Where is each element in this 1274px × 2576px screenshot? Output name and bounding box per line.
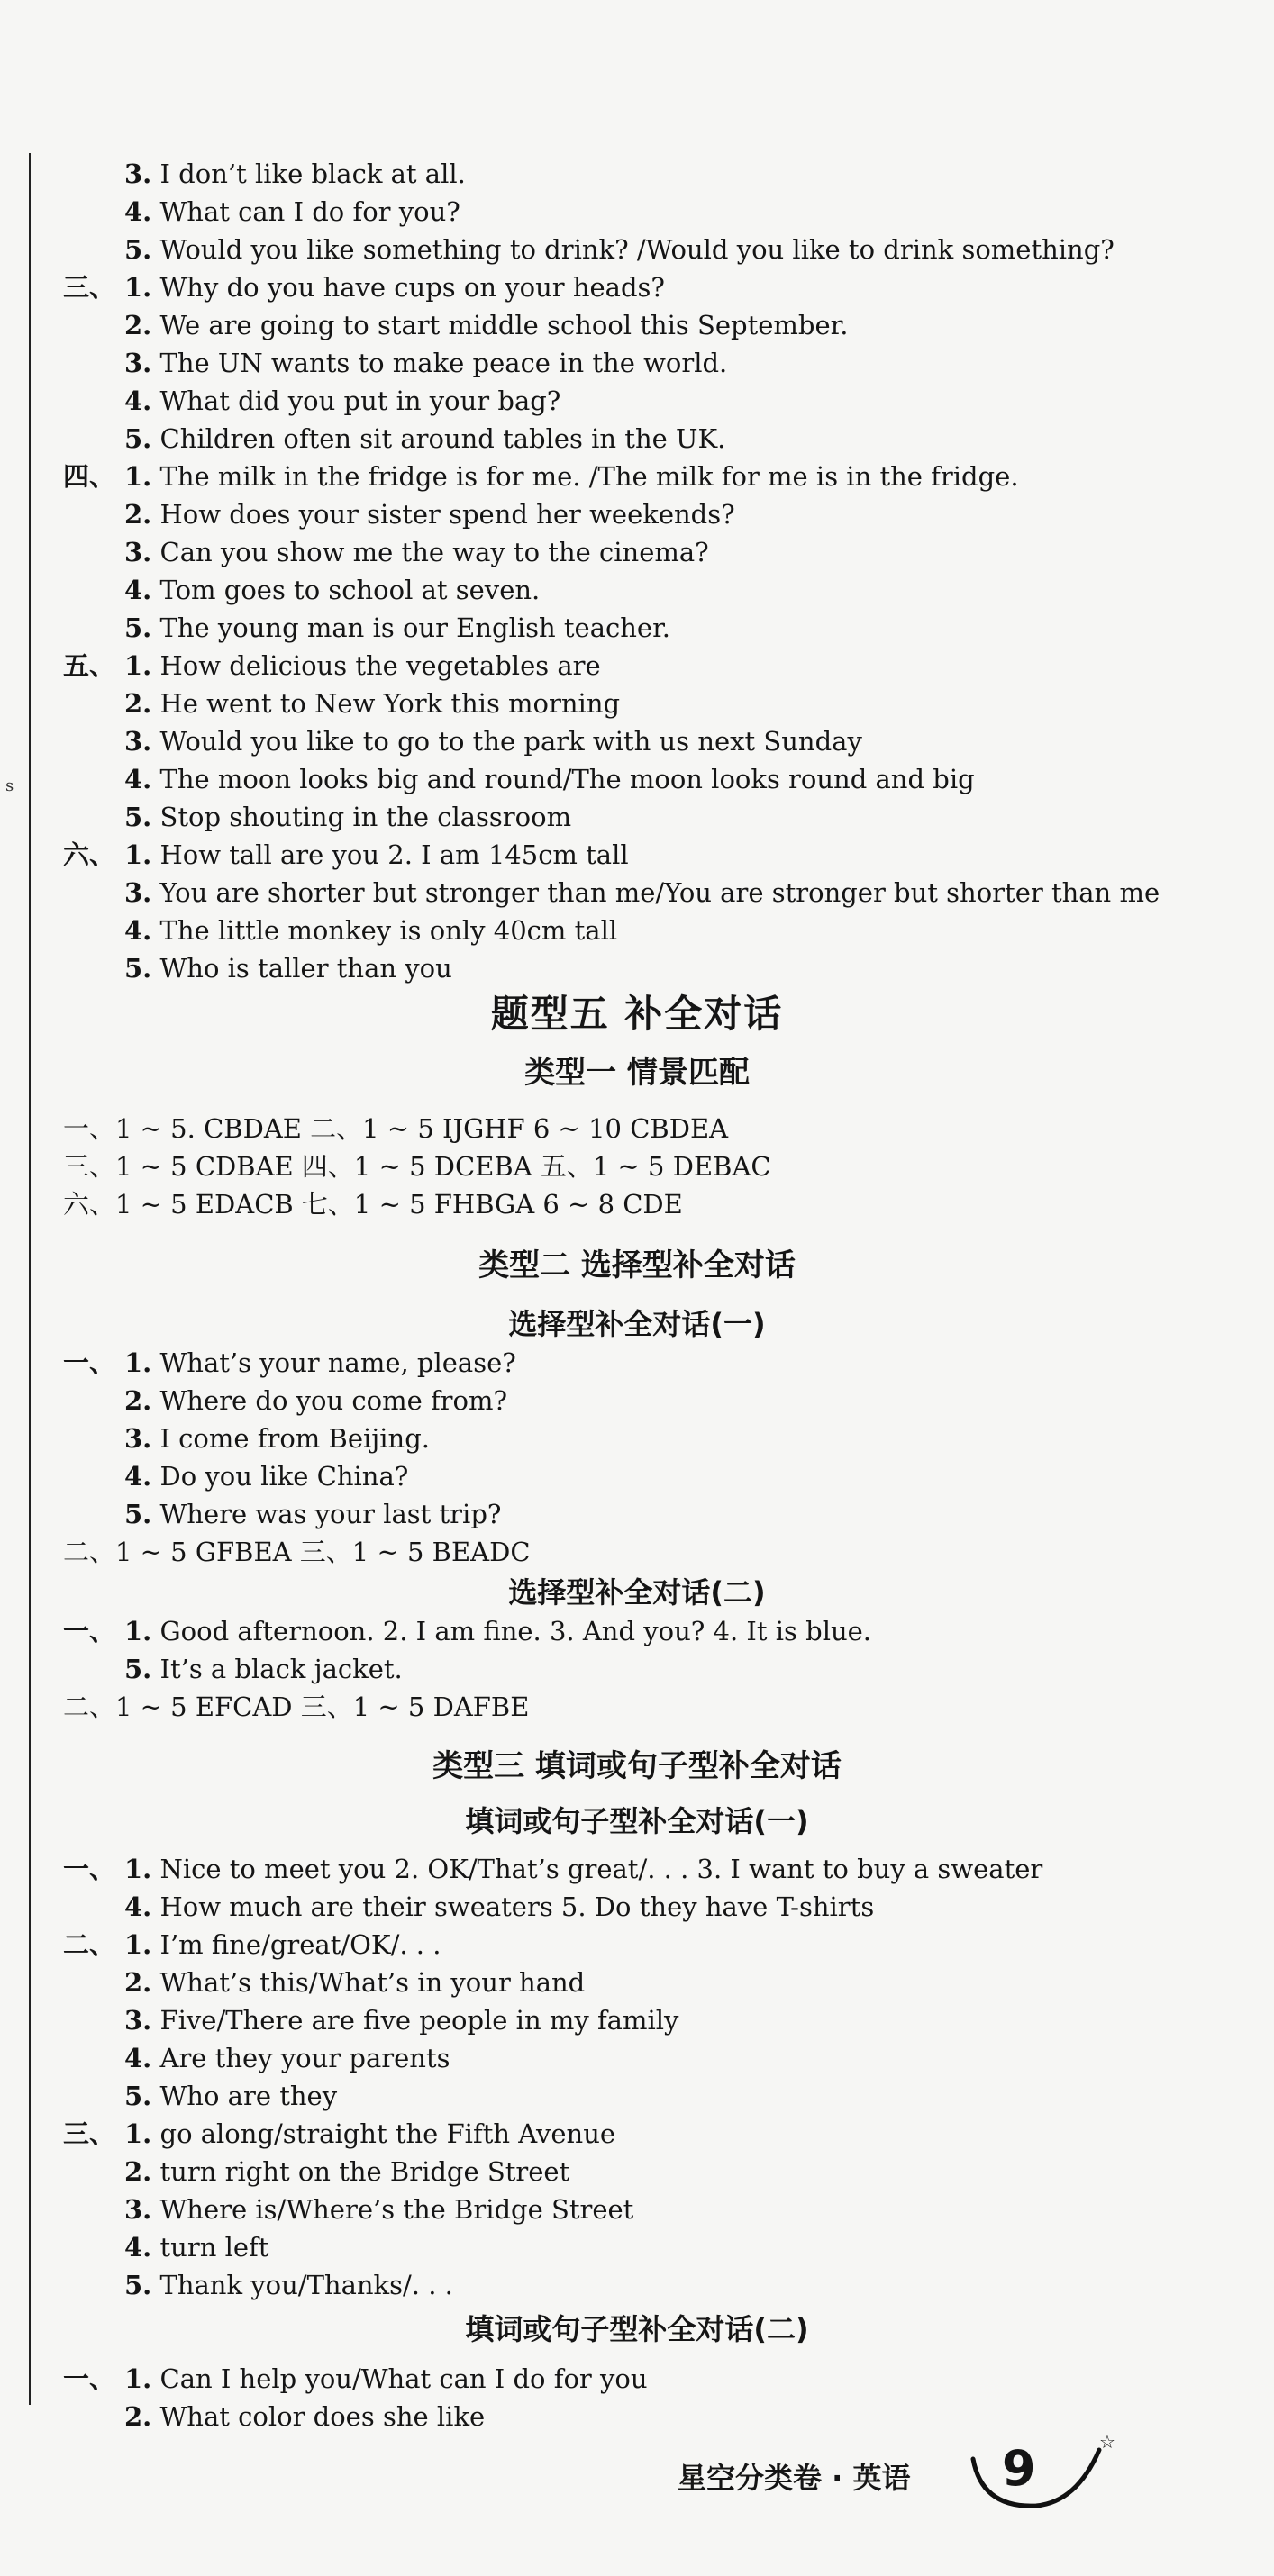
- sub-heading: 选择型补全对话(二): [508, 1575, 766, 1610]
- margin-mark: s: [5, 776, 14, 795]
- item-number: 3.: [124, 726, 152, 757]
- item-number: 4.: [124, 2232, 152, 2263]
- answer-text: Can I help you/What can I do for you: [159, 2363, 648, 2394]
- answer-text: Children often sit around tables in the UK.: [159, 423, 726, 454]
- item-number: 2.: [124, 310, 152, 340]
- item-number: 2.: [124, 2401, 152, 2432]
- answer-text: 六、1 ~ 5 EDACB 七、1 ~ 5 FHBGA 6 ~ 8 CDE: [63, 1189, 683, 1220]
- section-marker: 六、: [63, 839, 116, 870]
- answer-text: It’s a black jacket.: [159, 1654, 403, 1684]
- svg-text:☆: ☆: [1099, 2431, 1115, 2453]
- answer-line: [124, 1457, 408, 1495]
- answer-text: Thank you/Thanks/. . .: [159, 2270, 453, 2300]
- answer-line: [63, 1110, 728, 1147]
- item-number: 5.: [124, 953, 152, 984]
- answer-text: He went to New York this morning: [159, 688, 621, 719]
- answer-line: [63, 1147, 771, 1185]
- item-number: 4.: [124, 1891, 152, 1922]
- item-number: 1.: [124, 650, 152, 681]
- answer-line: [124, 1964, 585, 2001]
- answer-line: [124, 495, 735, 533]
- section-marker: 四、: [63, 461, 116, 492]
- answer-text: 一、1 ~ 5. CBDAE 二、1 ~ 5 IJGHF 6 ~ 10 CBDEA: [63, 1113, 729, 1144]
- item-number: 1.: [124, 1347, 152, 1378]
- answer-line: [124, 912, 617, 949]
- answer-line: [63, 458, 1019, 495]
- item-number: 1.: [124, 1616, 152, 1646]
- item-number: 1.: [124, 1854, 152, 1884]
- answer-line: [124, 306, 849, 344]
- answer-line: [124, 1420, 430, 1457]
- item-number: 1.: [124, 1929, 152, 1960]
- answer-text: What can I do for you?: [159, 196, 460, 227]
- answer-line: [124, 2228, 268, 2266]
- answer-text: You are shorter but stronger than me/You are stronger but shorter than me: [159, 877, 1160, 908]
- answer-text: Where do you come from?: [159, 1385, 508, 1416]
- answer-text: 二、1 ~ 5 GFBEA 三、1 ~ 5 BEADC: [63, 1537, 531, 1567]
- sub-heading: 填词或句子型补全对话(二): [465, 2312, 809, 2346]
- item-number: 4.: [124, 575, 152, 605]
- answer-text: The milk in the fridge is for me. /The milk for me is in the fridge.: [159, 461, 1019, 492]
- answer-line: [124, 1495, 501, 1533]
- answer-line: [124, 2153, 569, 2191]
- answer-text: Would you like something to drink? /Would you like to drink something?: [159, 234, 1115, 265]
- answer-line: [124, 2039, 450, 2077]
- answer-line: [124, 874, 1160, 912]
- item-number: 2.: [124, 2156, 152, 2187]
- answer-line: [124, 420, 725, 458]
- answer-line: [124, 231, 1115, 268]
- answer-text: We are going to start middle school this September.: [159, 310, 849, 340]
- answer-text: turn left: [159, 2232, 269, 2263]
- item-number: 5.: [124, 1499, 152, 1529]
- item-number: 2.: [124, 1385, 152, 1416]
- answer-line: [124, 685, 620, 722]
- section-marker: 一、: [63, 1854, 116, 1884]
- answer-line: [124, 1888, 874, 1926]
- sub-heading: 填词或句子型补全对话(一): [465, 1804, 809, 1838]
- item-number: 2.: [124, 688, 152, 719]
- answer-text: How delicious the vegetables are: [159, 650, 601, 681]
- answer-text: turn right on the Bridge Street: [159, 2156, 570, 2187]
- item-number: 2.: [124, 499, 152, 530]
- answer-text: Why do you have cups on your heads?: [159, 272, 665, 303]
- answer-line: [124, 2001, 678, 2039]
- answer-text: Who are they: [159, 2081, 338, 2111]
- answer-line: [124, 1382, 507, 1420]
- section-marker: 一、: [63, 2363, 116, 2394]
- answer-text: What’s this/What’s in your hand: [159, 1967, 586, 1998]
- section-marker: 三、: [63, 272, 116, 303]
- answer-line: [63, 1688, 529, 1726]
- answer-text: Where is/Where’s the Bridge Street: [159, 2194, 634, 2225]
- answer-text: Where was your last trip?: [159, 1499, 502, 1529]
- item-number: 4.: [124, 196, 152, 227]
- footer-book-title: 星空分类卷 · 英语: [678, 2461, 911, 2495]
- type-heading: 类型二 选择型补全对话: [478, 1247, 796, 1283]
- answer-text: The young man is our English teacher.: [159, 612, 670, 643]
- answer-text: The moon looks big and round/The moon looks round and big: [159, 764, 975, 794]
- item-number: 5.: [124, 1654, 152, 1684]
- item-number: 1.: [124, 839, 152, 870]
- answer-line: [124, 2266, 453, 2304]
- answer-line: [124, 609, 670, 647]
- item-number: 3.: [124, 2005, 152, 2036]
- item-number: 1.: [124, 272, 152, 303]
- answer-line: [124, 798, 571, 836]
- item-number: 3.: [124, 348, 152, 378]
- answer-line: [63, 647, 601, 685]
- answer-line: [124, 193, 460, 231]
- answer-text: I come from Beijing.: [159, 1423, 431, 1454]
- answer-text: Would you like to go to the park with us next Sunday: [159, 726, 862, 757]
- answer-text: Tom goes to school at seven.: [159, 575, 541, 605]
- answer-text: How does your sister spend her weekends?: [159, 499, 735, 530]
- item-number: 3.: [124, 159, 152, 189]
- answer-line: [63, 2115, 615, 2153]
- page-number-swoosh-icon: [964, 2423, 1117, 2522]
- answer-line: [124, 382, 560, 420]
- answer-text: What color does she like: [159, 2401, 486, 2432]
- item-number: 3.: [124, 2194, 152, 2225]
- answer-text: Do you like China?: [159, 1461, 409, 1492]
- item-number: 4.: [124, 915, 152, 946]
- item-number: 4.: [124, 764, 152, 794]
- answer-line: [63, 268, 665, 306]
- answer-text: How tall are you 2. I am 145cm tall: [159, 839, 629, 870]
- answer-text: I’m fine/great/OK/. . .: [159, 1929, 441, 1960]
- section-marker: 二、: [63, 1929, 116, 1960]
- answer-text: 二、1 ~ 5 EFCAD 三、1 ~ 5 DAFBE: [63, 1692, 530, 1722]
- item-number: 3.: [124, 877, 152, 908]
- answer-line: [124, 2077, 337, 2115]
- answer-text: The little monkey is only 40cm tall: [159, 915, 618, 946]
- answer-line: [124, 155, 466, 193]
- item-number: 3.: [124, 537, 152, 567]
- item-number: 3.: [124, 1423, 152, 1454]
- answer-line: [63, 836, 629, 874]
- section-heading: 题型五 补全对话: [490, 992, 784, 1036]
- answer-line: [124, 1650, 403, 1688]
- answer-line: [124, 344, 727, 382]
- answer-line: [63, 1612, 871, 1650]
- page-number: 9: [1002, 2440, 1036, 2497]
- answer-line: [124, 949, 452, 987]
- answer-line: [124, 722, 862, 760]
- answer-text: Five/There are five people in my family: [159, 2005, 679, 2036]
- item-number: 1.: [124, 2118, 152, 2149]
- item-number: 5.: [124, 612, 152, 643]
- answer-line: [124, 2191, 633, 2228]
- item-number: 4.: [124, 1461, 152, 1492]
- answer-line: [63, 1926, 441, 1964]
- section-marker: 一、: [63, 1616, 116, 1646]
- answer-text: Are they your parents: [159, 2043, 450, 2073]
- sub-heading: 选择型补全对话(一): [508, 1307, 766, 1341]
- item-number: 5.: [124, 802, 152, 832]
- item-number: 1.: [124, 461, 152, 492]
- answer-text: Who is taller than you: [159, 953, 452, 984]
- answer-text: How much are their sweaters 5. Do they have T-shirts: [159, 1891, 875, 1922]
- answer-line: [124, 760, 975, 798]
- section-marker: 五、: [63, 650, 116, 681]
- section-marker: 一、: [63, 1347, 116, 1378]
- answer-text: What’s your name, please?: [159, 1347, 516, 1378]
- section-marker: 三、: [63, 2118, 116, 2149]
- answer-text: Stop shouting in the classroom: [159, 802, 572, 832]
- answer-line: [124, 571, 540, 609]
- item-number: 1.: [124, 2363, 152, 2394]
- answer-line: [63, 1185, 683, 1223]
- type-heading: 类型三 填词或句子型补全对话: [432, 1748, 842, 1784]
- answer-line: [124, 2398, 485, 2435]
- answer-text: Can you show me the way to the cinema?: [159, 537, 709, 567]
- item-number: 2.: [124, 1967, 152, 1998]
- item-number: 5.: [124, 423, 152, 454]
- answer-text: Nice to meet you 2. OK/That’s great/. . . 3. I want to buy a sweater: [159, 1854, 1043, 1884]
- answer-text: I don’t like black at all.: [159, 159, 466, 189]
- item-number: 5.: [124, 2270, 152, 2300]
- answer-text: What did you put in your bag?: [159, 385, 561, 416]
- answer-line: [63, 2360, 648, 2398]
- answer-line: [63, 1344, 516, 1382]
- answer-text: go along/straight the Fifth Avenue: [159, 2118, 616, 2149]
- answer-line: [63, 1850, 1042, 1888]
- item-number: 4.: [124, 2043, 152, 2073]
- answer-text: Good afternoon. 2. I am fine. 3. And you? 4. It is blue.: [159, 1616, 872, 1646]
- type-heading: 类型一 情景匹配: [524, 1055, 750, 1091]
- answer-text: 三、1 ~ 5 CDBAE 四、1 ~ 5 DCEBA 五、1 ~ 5 DEBAC: [63, 1151, 771, 1182]
- item-number: 5.: [124, 234, 152, 265]
- answer-line: [63, 1533, 531, 1571]
- answer-line: [124, 533, 709, 571]
- item-number: 5.: [124, 2081, 152, 2111]
- item-number: 4.: [124, 385, 152, 416]
- answer-text: The UN wants to make peace in the world.: [159, 348, 728, 378]
